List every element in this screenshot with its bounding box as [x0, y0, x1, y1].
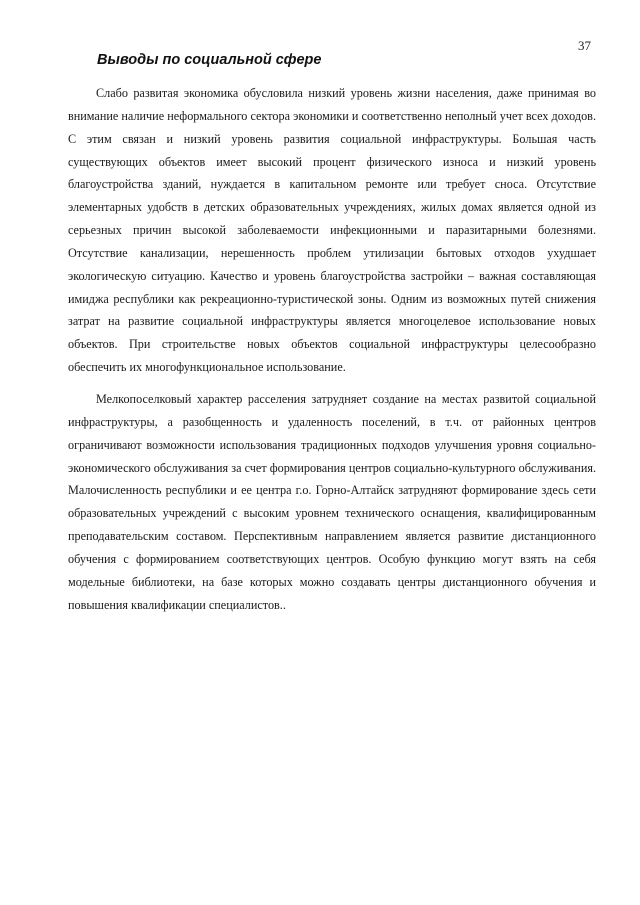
page-number: 37 — [578, 38, 591, 53]
paragraph-settlement-pattern: Мелкопоселковый характер расселения затрудняет создание на местах развитой социальной инфраструктуры, а разобщенность и удаленность поселений, в т.ч. от районных центров ограничивают возможности использования традиционных подходов улучшения уровня социально-экономического обслуживания за счет формирования центров социально-культурного обслуживания. Малочисленность республики и ее центра г.о. Горно-Алтайск затрудняют формирование здесь сети образовательных учреждений с высоким уровнем технического оснащения, квалифицированным преподавательским составом. Перспективным направлением является развитие дистанционного обучения с формированием соответствующих центров. Особую функцию могут взять на себя модельные библиотеки, на базе которых можно создавать центры дистанционного обучения и повышения квалификации специалистов.. — [68, 392, 596, 612]
paragraph-social-infrastructure: Слабо развитая экономика обусловила низкий уровень жизни населения, даже принимая во внимание наличие неформального сектора экономики и соответственно неполный учет всех доходов. С этим связан и низкий уровень развития социальной инфраструктуры. Большая часть существующих объектов имеет высокий процент физического износа и низкий уровень благоустройства зданий, нуждается в капитальном ремонте или требует сноса. Отсутствие элементарных удобств в детских образовательных учреждениях, жилых домах является одной из серьезных причин высокой заболеваемости инфекционными и паразитарными болезнями. Отсутствие канализации, нерешенность проблем утилизации бытовых отходов ухудшает экологическую ситуацию. Качество и уровень благоустройства застройки – важная составляющая имиджа республики как рекреационно-туристической зоны. Одним из возможных путей снижения затрат на развитие социальной инфраструктуры является многоцелевое использование новых объектов. При строительстве новых объектов социальной инфраструктуры целесообразно обеспечить их многофункциональное использование. — [68, 86, 596, 375]
section-heading: Выводы по социальной сфере — [97, 52, 322, 68]
